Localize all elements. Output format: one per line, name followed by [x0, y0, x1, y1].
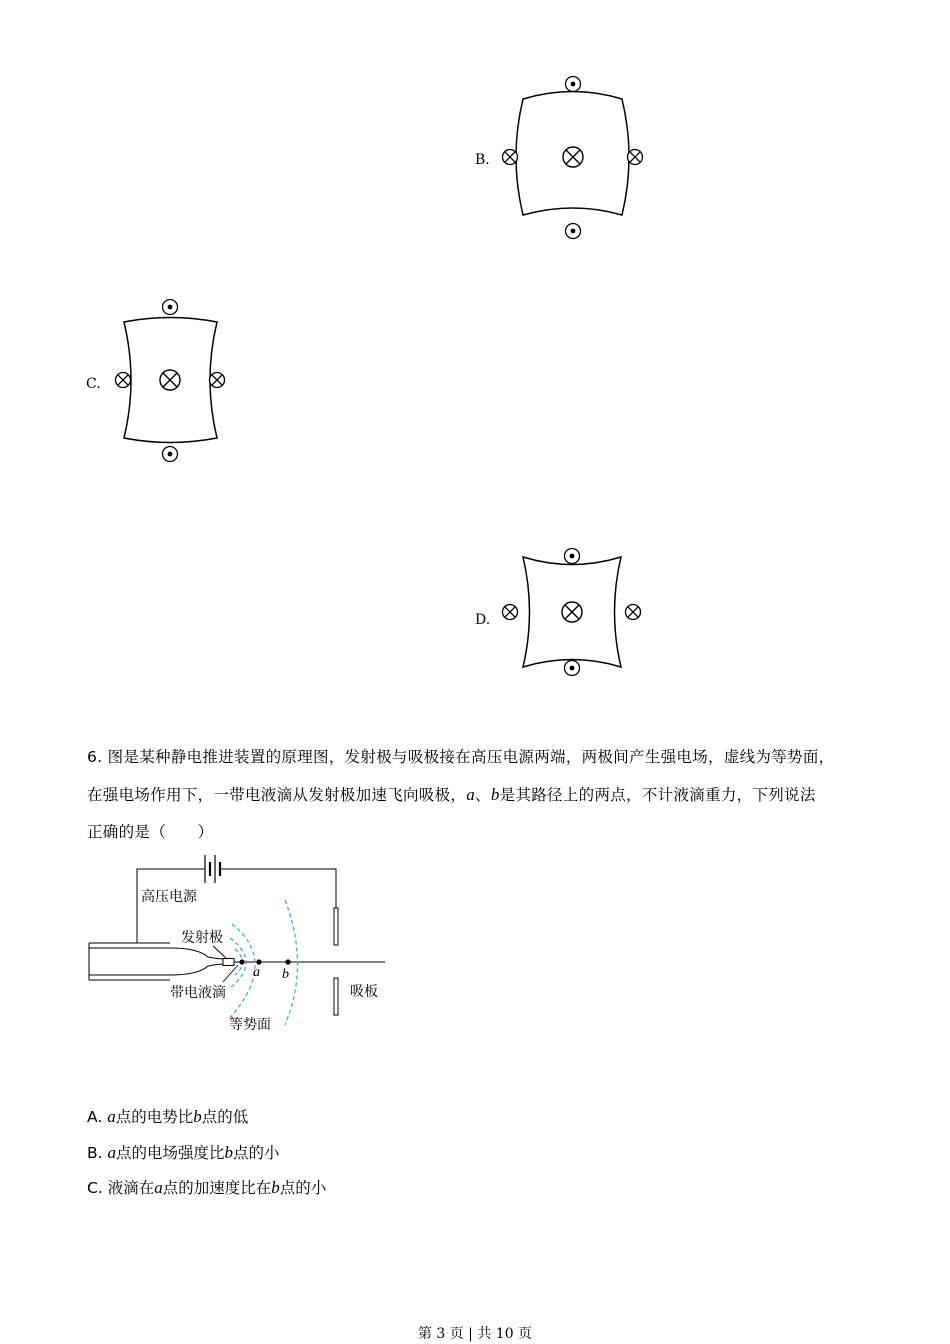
page-footer: 第 3 页 | 共 10 页 [417, 1326, 533, 1342]
answer-b-end: 点的小 [233, 1144, 280, 1162]
question-text-2a: 在强电场作用下，一带电液滴从发射极加速飞向吸极， [87, 786, 467, 804]
answer-c-end: 点的小 [279, 1179, 327, 1197]
droplet-pointer [223, 965, 238, 982]
emitter-tube [89, 943, 234, 980]
answer-c-label: C. [87, 1179, 103, 1197]
dot-symbol-bottom [565, 661, 580, 676]
absorber-label: 吸板 [350, 984, 378, 1000]
cross-symbol-left [503, 605, 518, 620]
question-number: 6. [87, 748, 103, 766]
answer-b-label: B. [87, 1144, 103, 1162]
separator: 、 [475, 786, 491, 804]
question-text-2b: 是其路径上的两点，不计液滴重力，下列说法 [499, 786, 816, 804]
answer-c-var1: a [154, 1178, 163, 1197]
option-d-figure [495, 540, 655, 685]
cross-symbol-center [562, 602, 582, 622]
answer-b-mid: 点的电场强度比 [116, 1144, 225, 1162]
option-b-label: B. [475, 152, 490, 168]
question-6-stem [87, 739, 887, 851]
dot-symbol-top [566, 77, 581, 92]
question-text-3: 正确的是（ ） [87, 823, 214, 841]
answer-a[interactable] [87, 1105, 248, 1127]
battery-icon [205, 855, 220, 883]
absorber-plate-top [334, 908, 338, 945]
answer-a-var2: b [193, 1107, 202, 1126]
cross-symbol-left [116, 373, 131, 388]
answer-a-end: 点的低 [201, 1108, 249, 1126]
answer-c[interactable] [87, 1176, 326, 1198]
cross-symbol-right [626, 605, 641, 620]
answer-b-var1: a [107, 1143, 116, 1162]
option-d-label: D. [475, 612, 491, 628]
absorber-plate-bottom [334, 978, 338, 1015]
question-line-1 [87, 739, 887, 776]
cross-symbol-center [160, 370, 180, 390]
answer-a-var1: a [107, 1107, 116, 1126]
droplet-label: 带电液滴 [170, 985, 226, 1001]
emitter-pointer [213, 946, 226, 958]
answer-a-label: A. [87, 1108, 103, 1126]
dot-symbol-top [163, 300, 178, 315]
option-c-label: C. [86, 376, 101, 392]
point-b-dot [285, 959, 290, 964]
cross-symbol-right [628, 150, 643, 165]
dot-symbol-bottom [566, 224, 581, 239]
answer-c-var2: b [271, 1178, 280, 1197]
equipotential-label: 等势面 [229, 1017, 271, 1033]
dot-symbol-top [565, 549, 580, 564]
point-a-label: a [253, 965, 260, 980]
cross-symbol-left [503, 150, 518, 165]
circuit-wire [137, 869, 336, 943]
power-label: 高压电源 [141, 889, 197, 905]
var-a: a [466, 785, 476, 804]
answer-b-var2: b [224, 1143, 234, 1162]
option-c-figure [105, 295, 240, 470]
answer-c-pre: 液滴在 [107, 1179, 155, 1197]
cross-symbol-right [210, 373, 225, 388]
question-text-1: 图是某种静电推进装置的原理图，发射极与吸极接在高压电源两端，两极间产生强电场，虚线为等势面， [107, 748, 835, 766]
droplet-dot [239, 959, 244, 964]
answer-c-mid: 点的加速度比在 [162, 1179, 272, 1197]
answer-b[interactable] [87, 1141, 280, 1163]
question-line-3 [87, 814, 887, 851]
var-b: b [490, 785, 500, 804]
thruster-diagram [80, 850, 400, 1040]
answer-a-mid: 点的电势比 [115, 1108, 194, 1126]
point-a-dot [256, 959, 261, 964]
question-line-2 [87, 776, 887, 814]
point-b-label: b [282, 967, 289, 982]
emitter-label: 发射极 [181, 930, 223, 946]
option-b-figure [495, 70, 655, 245]
dot-symbol-bottom [163, 447, 178, 462]
cross-symbol-center [563, 147, 583, 167]
